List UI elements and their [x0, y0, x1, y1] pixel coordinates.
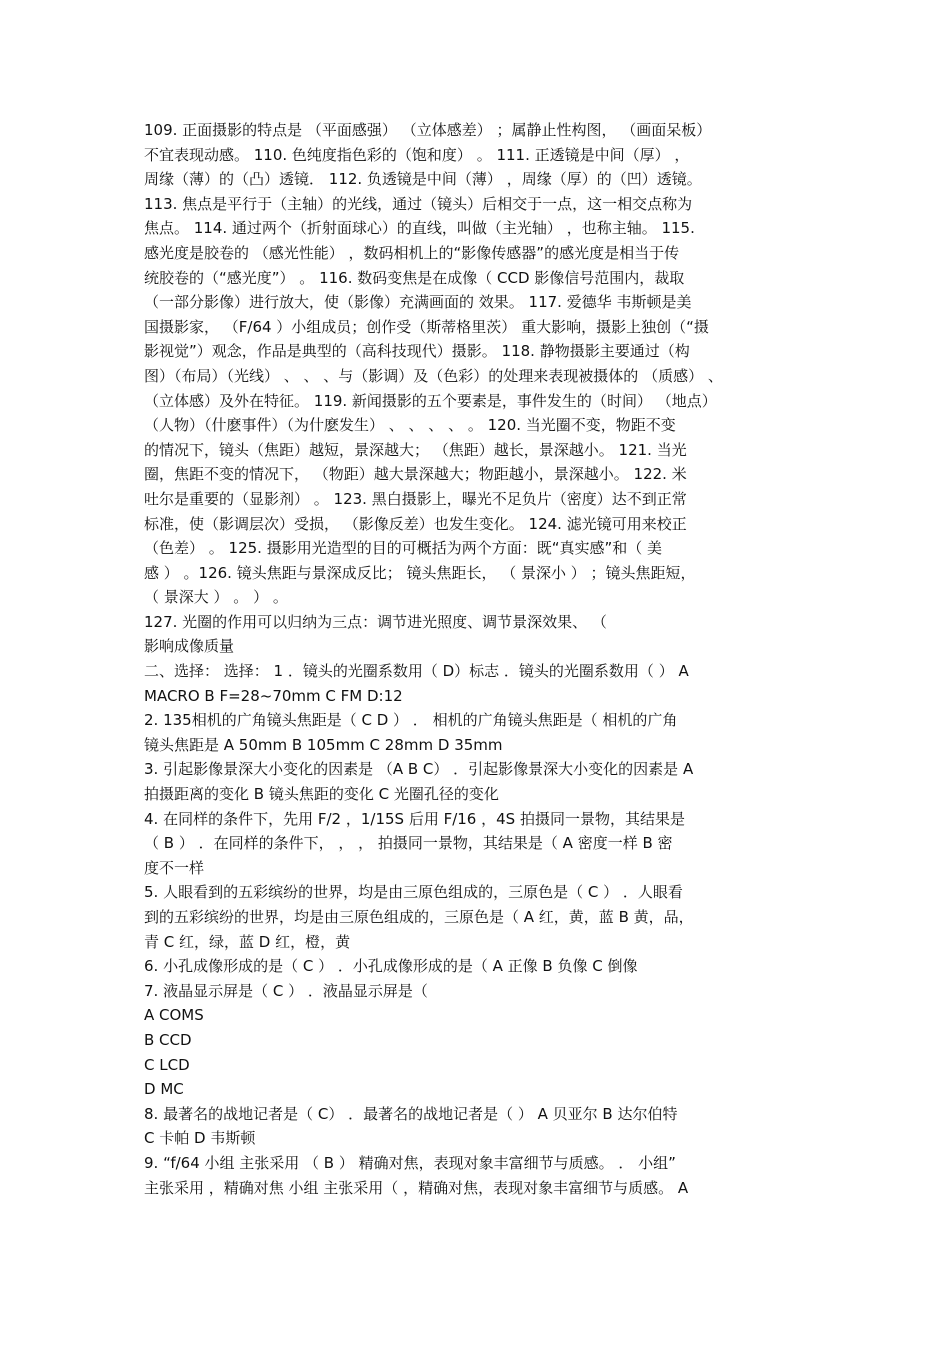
text-line: 周缘（薄）的（凸）透镜． 112. 负透镜是中间（薄） ，周缘（厚）的（凹）透镜。: [144, 170, 702, 189]
text-line: 主张采用 ，精确对焦 小组 主张采用（ ，精确对焦，表现对象丰富细节与质感。 A: [144, 1178, 689, 1197]
text-line: 113. 焦点是平行于（主轴）的光线，通过（镜头）后相交于一点，这一相交点称为: [144, 194, 693, 213]
text-line: B CCD: [144, 1030, 192, 1049]
text-line: 圈，焦距不变的情况下， （物距）越大景深越大；物距越小，景深越小。 122. 米: [144, 465, 687, 484]
text-line: （一部分影像）进行放大，使（影像）充满画面的 效果。 117. 爱德华 韦斯顿是美: [144, 293, 692, 312]
text-line: 7. 液晶显示屏是（ C ） ．液晶显示屏是（: [144, 981, 428, 1000]
text-line: 统胶卷的（“感光度”） 。 116. 数码变焦是在成像（ CCD 影像信号范围内，裁取: [144, 268, 685, 287]
text-line: 不宜表现动感。 110. 色纯度指色彩的（饱和度） 。 111. 正透镜是中间（厚） ，: [144, 145, 690, 164]
text-line: 度不一样: [144, 858, 205, 877]
text-line: 的情况下，镜头（焦距）越短，景深越大； （焦距）越长，景深越小。 121. 当光: [144, 440, 687, 459]
text-line: （人物）（什麽事件）（为什麽发生） 、 、 、 、 。 120. 当光圈不变，物距不变: [144, 416, 676, 435]
text-line: 二、选择： 选择： 1 ．镜头的光圈系数用（ D）标志 ．镜头的光圈系数用（ ） A: [144, 662, 689, 681]
text-line: 镜头焦距是 A 50mm B 105mm C 28mm D 35mm: [144, 735, 503, 754]
text-line: 国摄影家， （F/64 ）小组成员；创作受（斯蒂格里茨） 重大影响，摄影上独创（“摄: [144, 317, 709, 336]
text-line: 焦点。 114. 通过两个（折射面球心）的直线，叫做（主光轴） ，也称主轴。 115.: [144, 219, 695, 238]
text-line: （立体感）及外在特征。 119. 新闻摄影的五个要素是，事件发生的（时间） （地点）: [144, 391, 717, 410]
text-line: 4. 在同样的条件下，先用 F/2 ，1/15S 后用 F/16 ，4S 拍摄同一景物，其结果是: [144, 809, 685, 828]
text-line: 感光度是胶卷的 （感光性能） ，数码相机上的“影像传感器”的感光度是相当于传: [144, 243, 680, 262]
text-line: 到的五彩缤纷的世界，均是由三原色组成的，三原色是（ A 红，黄，蓝 B 黄，品，: [144, 908, 694, 926]
text-line: 5. 人眼看到的五彩缤纷的世界，均是由三原色组成的，三原色是（ C ） ．人眼看: [144, 883, 683, 902]
text-line: 9. “f/64 小组 主张采用 （ B ） 精确对焦，表现对象丰富细节与质感。 ． 小组”: [144, 1153, 676, 1172]
text-line: （ B ） ．在同样的条件下， ， ， 拍摄同一景物，其结果是（ A 密度一样 B 密: [144, 834, 673, 853]
text-line: 127. 光圈的作用可以归纳为三点：调节进光照度、调节景深效果、 （: [144, 612, 607, 631]
text-line: 影响成像质量: [144, 637, 235, 656]
text-line: A COMS: [144, 1006, 204, 1025]
document-body: [144, 118, 808, 1200]
text-line: 6. 小孔成像形成的是（ C ） ．小孔成像形成的是（ A 正像 B 负像 C 倒像: [144, 957, 638, 976]
text-line: 8. 最著名的战地记者是（ C） ．最著名的战地记者是（ ） A 贝亚尔 B 达尔伯特: [144, 1104, 678, 1123]
text-line: 拍摄距离的变化 B 镜头焦距的变化 C 光圈孔径的变化: [144, 785, 499, 804]
text-line: 青 C 红，绿，蓝 D 红，橙，黄: [144, 932, 351, 951]
text-line: 吐尔是重要的（显影剂） 。 123. 黑白摄影上，曝光不足负片（密度）达不到正常: [144, 489, 687, 508]
text-line: 2. 135相机的广角镜头焦距是（ C D ） ． 相机的广角镜头焦距是（ 相机的广角: [144, 711, 678, 730]
text-line: 感 ） 。126. 镜头焦距与景深成反比； 镜头焦距长， （ 景深小 ） ；镜头焦距短，: [144, 563, 696, 582]
text-line: 109. 正面摄影的特点是 （平面感强） （立体感差） ；属静止性构图， （画面呆板）: [144, 121, 712, 139]
text-line: D MC: [144, 1080, 184, 1099]
text-line: C 卡帕 D 韦斯顿: [144, 1129, 256, 1148]
text-line: （ 景深大 ） 。 ） 。: [144, 588, 288, 607]
text-line: 影视觉”）观念，作品是典型的（高科技现代）摄影。 118. 静物摄影主要通过（构: [144, 342, 690, 361]
text-line: C LCD: [144, 1055, 190, 1074]
text-line: MACRO B F=28~70mm C FM D:12: [144, 686, 403, 705]
text-line: 图）（布局）（光线） 、 、 、与（影调）及（色彩）的处理来表现被摄体的 （质感） 、: [144, 366, 723, 385]
text-line: 3. 引起影像景深大小变化的因素是 （A B C） ．引起影像景深大小变化的因素是 A: [144, 760, 694, 779]
text-line: 标准，使（影调层次）受损， （影像反差）也发生变化。 124. 滤光镜可用来校正: [144, 514, 687, 533]
text-line: （色差） 。 125. 摄影用光造型的目的可概括为两个方面：既“真实感”和（ 美: [144, 539, 663, 558]
